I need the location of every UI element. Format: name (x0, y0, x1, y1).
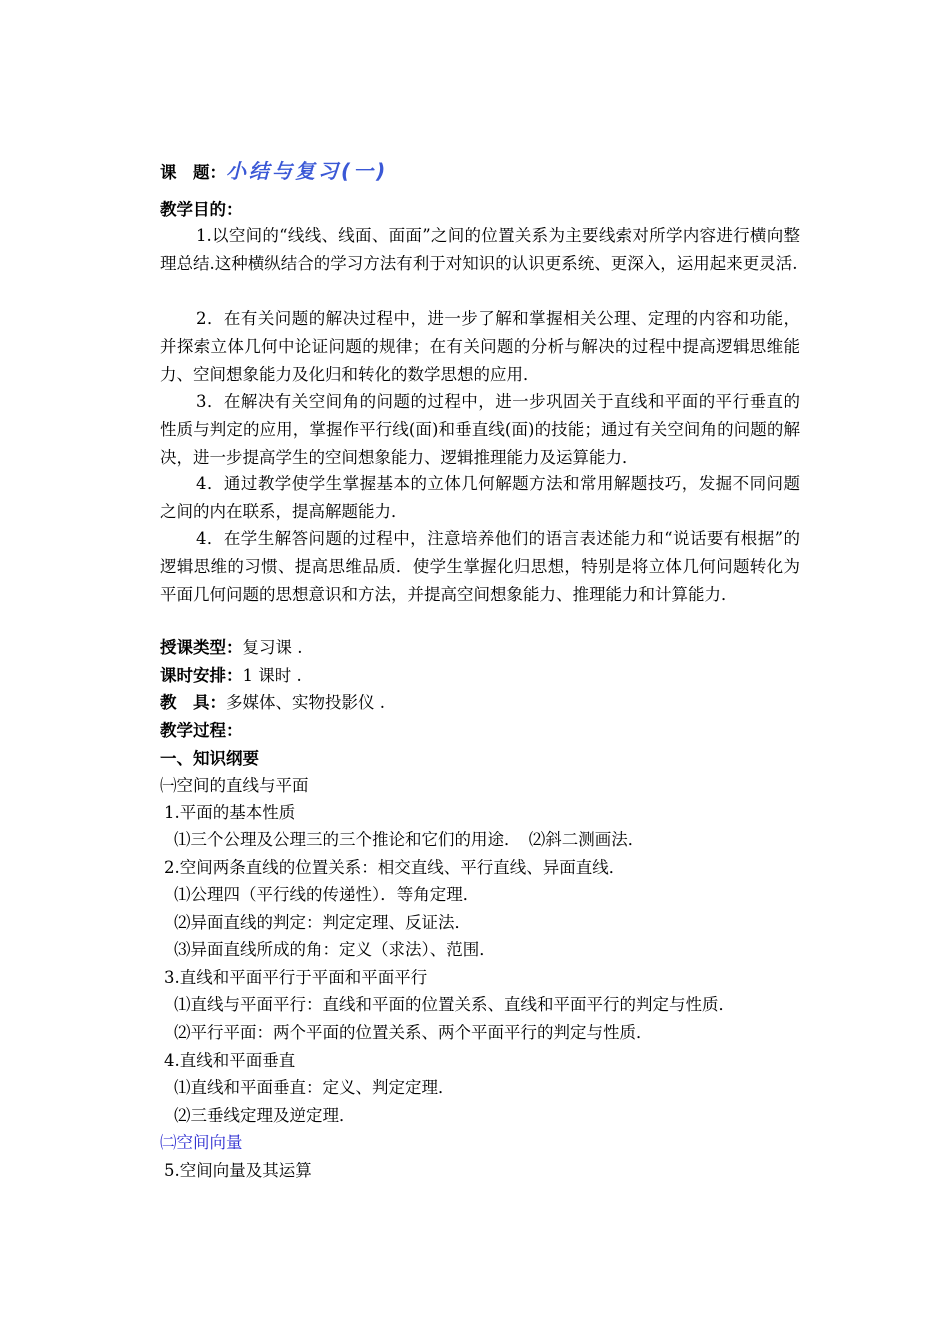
lesson-tools-value: 多媒体、实物投影仪 . (226, 693, 385, 712)
outline-subitem: ⑵三垂线定理及逆定理． (174, 1106, 356, 1125)
lesson-title-row (160, 161, 388, 183)
lesson-type-row (160, 638, 303, 658)
outline-subitem: ⑵异面直线的判定：判定定理、反证法． (174, 913, 471, 932)
outline-item: 5.空间向量及其运算 (164, 1161, 312, 1180)
lesson-title: 小结与复习(一) (226, 159, 389, 183)
lesson-type-value: 复习课 . (242, 638, 303, 657)
outline-item: 3.直线和平面平行于平面和平面平行 (164, 968, 428, 987)
outline-item: 2.空间两条直线的位置关系：相交直线、平行直线、异面直线． (164, 858, 626, 877)
objective-item: 1.以空间的“线线、线面、面面”之间的位置关系为主要线索对所学内容进行横向整理总结.这种横纵结合的学习方法有利于对知识的认识更系统、更深入，运用起来更灵活. (160, 226, 800, 273)
outline-item: 1.平面的基本性质 (164, 803, 296, 822)
outline-subitem: ⑵平行平面：两个平面的位置关系、两个平面平行的判定与性质． (174, 1023, 653, 1042)
objective-item: 3．在解决有关空间角的问题的过程中，进一步巩固关于直线和平面的平行垂直的性质与判定的应用，掌握作平行线(面)和垂直线(面)的技能；通过有关空间角的问题的解决，进一步提高学生的空间想象能力、逻辑推理能力及运算能力． (160, 392, 800, 467)
objectives-heading: 教学目的： (160, 200, 243, 219)
lesson-hours-row (160, 666, 302, 686)
outline-subitem: ⑴直线与平面平行：直线和平面的位置关系、直线和平面平行的判定与性质． (174, 995, 735, 1014)
objective-item: 4．通过教学使学生掌握基本的立体几何解题方法和常用解题技巧，发掘不同问题之间的内在联系，提高解题能力． (160, 474, 800, 521)
lesson-hours-value: 1 课时 . (242, 666, 302, 685)
objective-item: 4．在学生解答问题的过程中，注意培养他们的语言表述能力和“说话要有根据”的逻辑思维的习惯、提高思维品质．使学生掌握化归思想，特别是将立体几何问题转化为平面几何问题的思想意识和方法，并提高空间想象能力、推理能力和计算能力． (160, 529, 800, 604)
outline-subitem: ⑴直线和平面垂直：定义、判定定理． (174, 1078, 455, 1097)
process-heading: 教学过程： (160, 721, 243, 740)
outline-subitem: ⑴公理四（平行线的传递性）．等角定理． (174, 885, 480, 904)
outline-section: ㈠空间的直线与平面 (160, 776, 309, 795)
lesson-hours-label: 课时安排： (160, 666, 243, 685)
objective-item: 2．在有关问题的解决过程中，进一步了解和掌握相关公理、定理的内容和功能，并探索立体几何中论证问题的规律；在有关问题的分析与解决的过程中提高逻辑思维能力、空间想象能力及化归和转化的数学思想的应用． (160, 309, 800, 384)
lesson-title-label: 课 题： (160, 163, 226, 182)
lesson-tools-row (160, 693, 385, 713)
lesson-type-label: 授课类型： (160, 638, 243, 657)
outline-subitem: ⑶异面直线所成的角：定义（求法）、范围． (174, 940, 496, 959)
outline-heading: 一、知识纲要 (160, 749, 259, 768)
outline-item: 4.直线和平面垂直 (164, 1051, 296, 1070)
lesson-tools-label: 教 具： (160, 693, 226, 712)
outline-subitem: ⑴三个公理及公理三的三个推论和它们的用途． ⑵斜二测画法． (174, 830, 645, 849)
outline-section: ㈡空间向量 (160, 1133, 243, 1152)
